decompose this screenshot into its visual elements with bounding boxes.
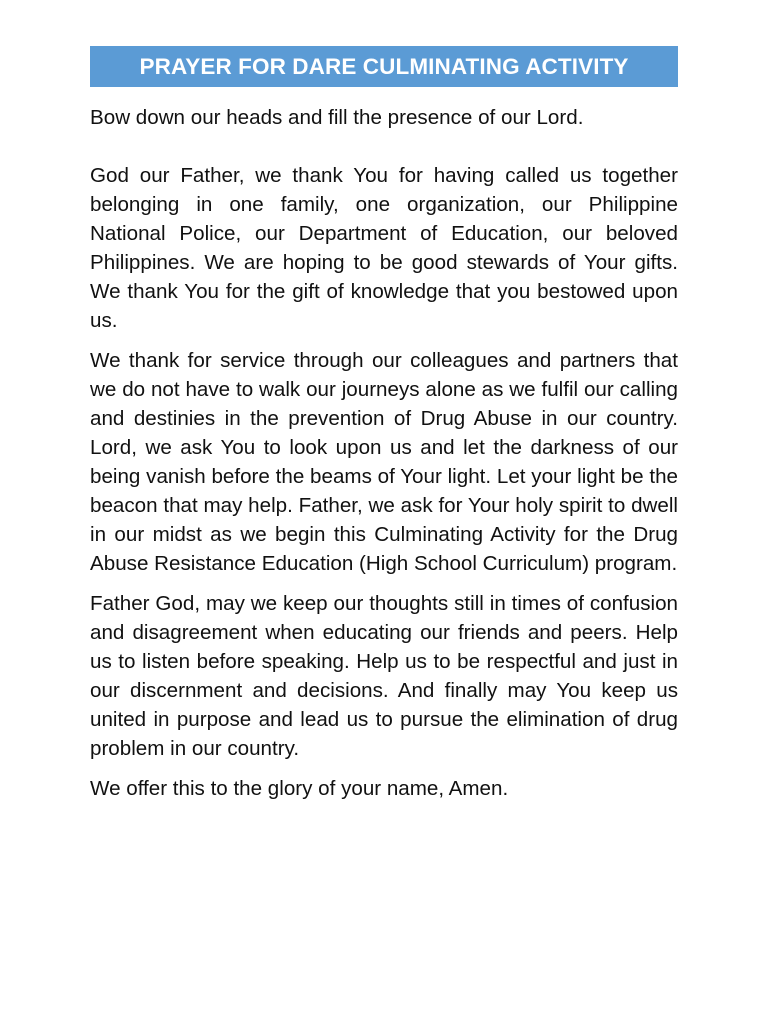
paragraph-intro: Bow down our heads and fill the presence of our Lord. xyxy=(90,106,584,129)
paragraph-thanksgiving: God our Father, we thank You for having called us together belonging in one family, one organization, our Philippine National Police, our Department of Education, our beloved Philippines. We are hoping to be good stewards of Your gifts. We thank You for the gift of knowledge that you bestowed upon us. xyxy=(90,164,678,332)
document-page xyxy=(90,46,678,803)
title-banner xyxy=(90,46,678,87)
paragraph-petition: Father God, may we keep our thoughts still in times of confusion and disagreement when educating our friends and peers. Help us to listen before speaking. Help us to be respectful and just in our discernment and decisions. And finally may You keep us united in purpose and lead us to pursue the elimination of drug problem in our country. xyxy=(90,592,678,760)
paragraph-service: We thank for service through our colleagues and partners that we do not have to walk our journeys alone as we fulfil our calling and destinies in the prevention of Drug Abuse in our country. Lord, we ask You to look upon us and let the darkness of our being vanish before the beams of Your light. Let your light be the beacon that may help. Father, we ask for Your holy spirit to dwell in our midst as we begin this Culminating Activity for the Drug Abuse Resistance Education (High School Curriculum) program. xyxy=(90,349,678,575)
paragraph-closing: We offer this to the glory of your name, Amen. xyxy=(90,777,509,800)
document-title: PRAYER FOR DARE CULMINATING ACTIVITY xyxy=(139,53,629,79)
